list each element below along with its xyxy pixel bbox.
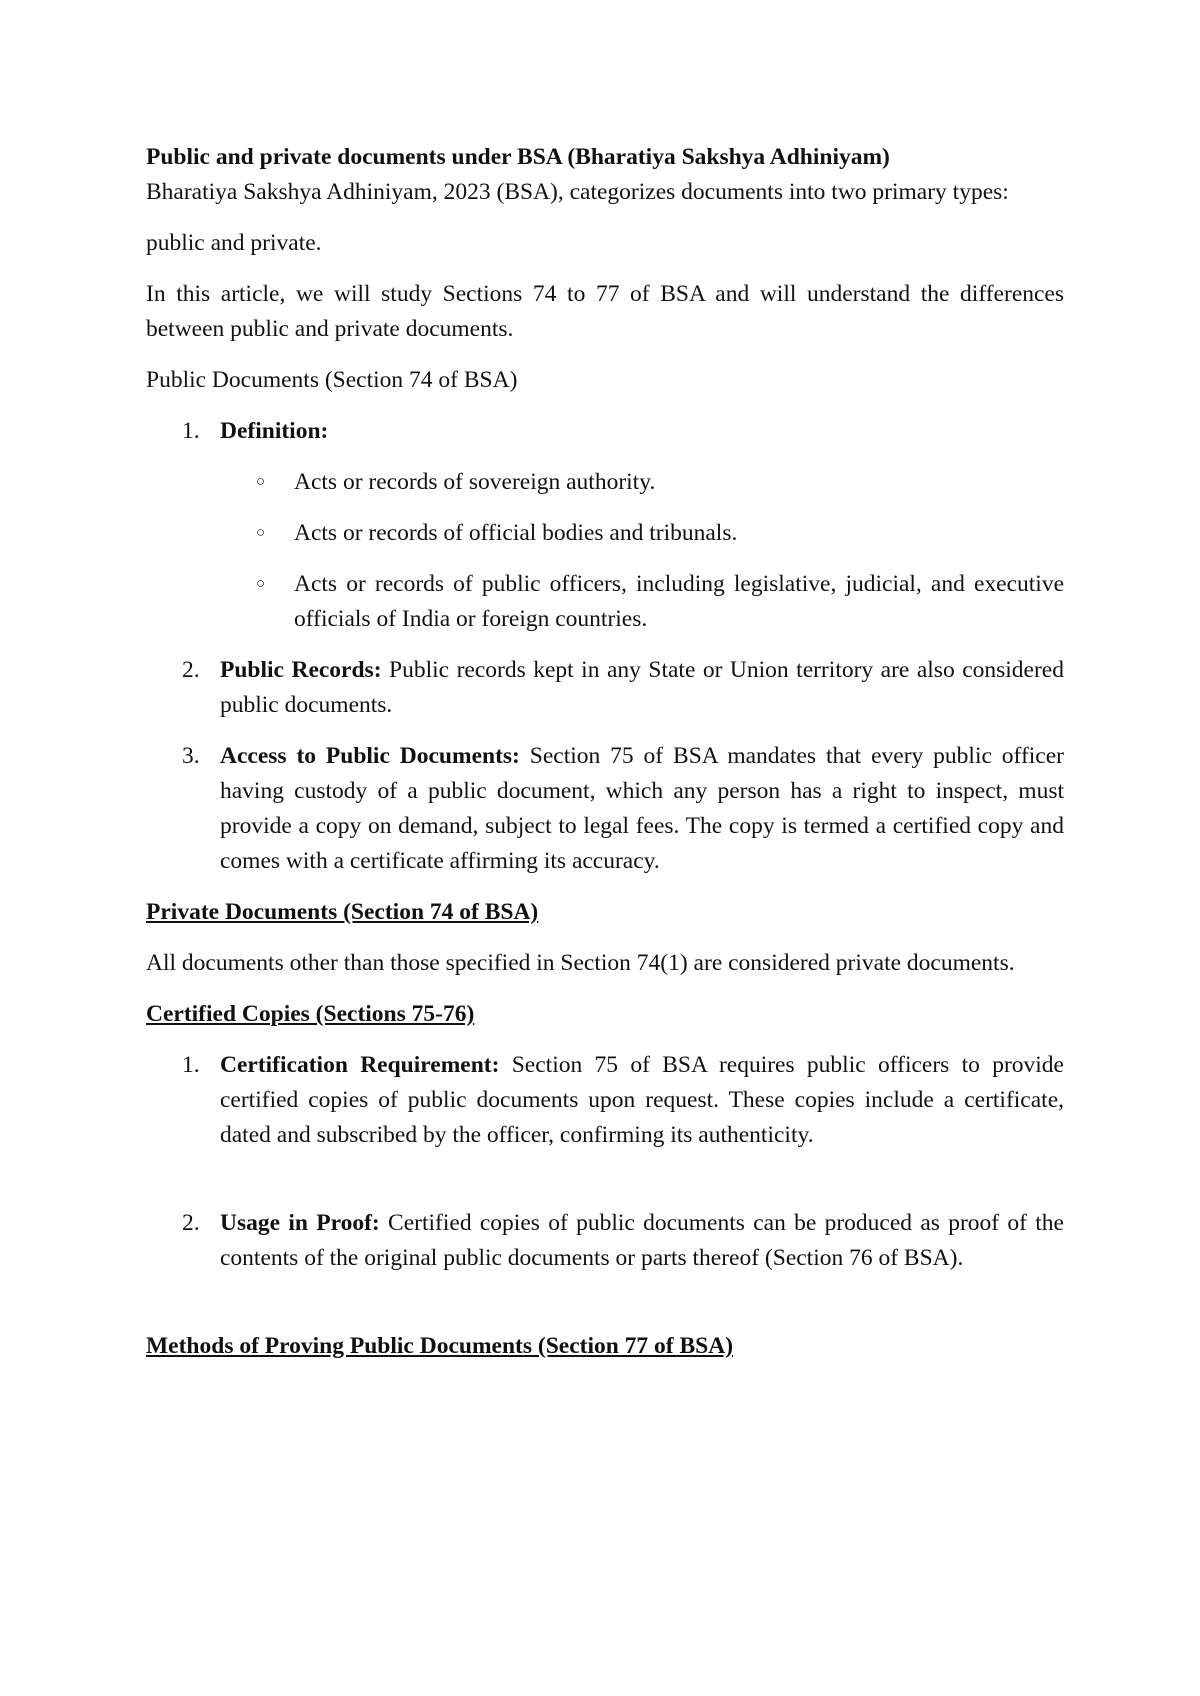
list-item-text: Section 75 of BSA mandates that every public officer having custody of a public document, which any person has a right to inspect, must provide a copy on demand, subject to legal fees. The copy is termed a certified copy and comes with a certificate affirming its accuracy.	[220, 743, 1064, 874]
list-item-label: Public Records:	[220, 657, 382, 683]
list-item	[146, 739, 1064, 879]
list-number: 2.	[182, 1210, 200, 1236]
bullet-text: Acts or records of public officers, including legislative, judicial, and executive officials of India or foreign countries.	[294, 571, 1064, 632]
bullet-text: Acts or records of official bodies and tribunals.	[294, 520, 738, 546]
list-item	[220, 465, 1064, 500]
public-documents-heading: Public Documents (Section 74 of BSA)	[146, 367, 518, 393]
list-item-text: Public records kept in any State or Union territory are also considered public documents.	[220, 657, 1064, 718]
list-number: 1.	[182, 418, 200, 444]
public-documents-list	[146, 414, 1064, 879]
hollow-circle-bullet-icon: ○	[256, 474, 266, 490]
list-item-label: Definition:	[220, 418, 329, 444]
list-item	[220, 516, 1064, 551]
document-title: Public and private documents under BSA (Bharatiya Sakshya Adhiniyam)	[146, 144, 890, 170]
list-item	[146, 1206, 1064, 1276]
certified-copies-heading: Certified Copies (Sections 75-76)	[146, 1001, 475, 1027]
list-item	[146, 1048, 1064, 1190]
article-intro-paragraph: In this article, we will study Sections 74 to 77 of BSA and will understand the differences between public and private documents.	[146, 281, 1064, 342]
blank-line	[220, 1153, 1064, 1190]
list-item-label: Access to Public Documents:	[220, 743, 520, 769]
private-documents-heading: Private Documents (Section 74 of BSA)	[146, 899, 539, 925]
certified-copies-list	[146, 1048, 1064, 1276]
list-item	[220, 567, 1064, 637]
list-item-label: Usage in Proof:	[220, 1210, 380, 1236]
hollow-circle-bullet-icon: ○	[256, 576, 266, 592]
intro-paragraph: Bharatiya Sakshya Adhiniyam, 2023 (BSA), categorizes documents into two primary types:	[146, 179, 1009, 205]
document-page	[146, 140, 1064, 1380]
types-paragraph: public and private.	[146, 230, 322, 256]
list-number: 3.	[182, 743, 200, 769]
methods-heading: Methods of Proving Public Documents (Section 77 of BSA)	[146, 1333, 734, 1359]
hollow-circle-bullet-icon: ○	[256, 525, 266, 541]
list-item-label: Certification Requirement:	[220, 1052, 500, 1078]
list-item	[146, 653, 1064, 723]
blank-line	[146, 1292, 1064, 1329]
definition-bullet-list	[220, 465, 1064, 637]
list-item-text: Certified copies of public documents can be produced as proof of the contents of the original public documents or parts thereof (Section 76 of BSA).	[220, 1210, 1064, 1271]
list-item	[146, 414, 1064, 637]
list-number: 1.	[182, 1052, 200, 1078]
bullet-text: Acts or records of sovereign authority.	[294, 469, 656, 495]
private-documents-paragraph: All documents other than those specified in Section 74(1) are considered private documents.	[146, 950, 1015, 976]
list-item-text: Section 75 of BSA requires public officers to provide certified copies of public documents upon request. These copies include a certificate, dated and subscribed by the officer, confirming its authenticity.	[220, 1052, 1064, 1148]
list-number: 2.	[182, 657, 200, 683]
